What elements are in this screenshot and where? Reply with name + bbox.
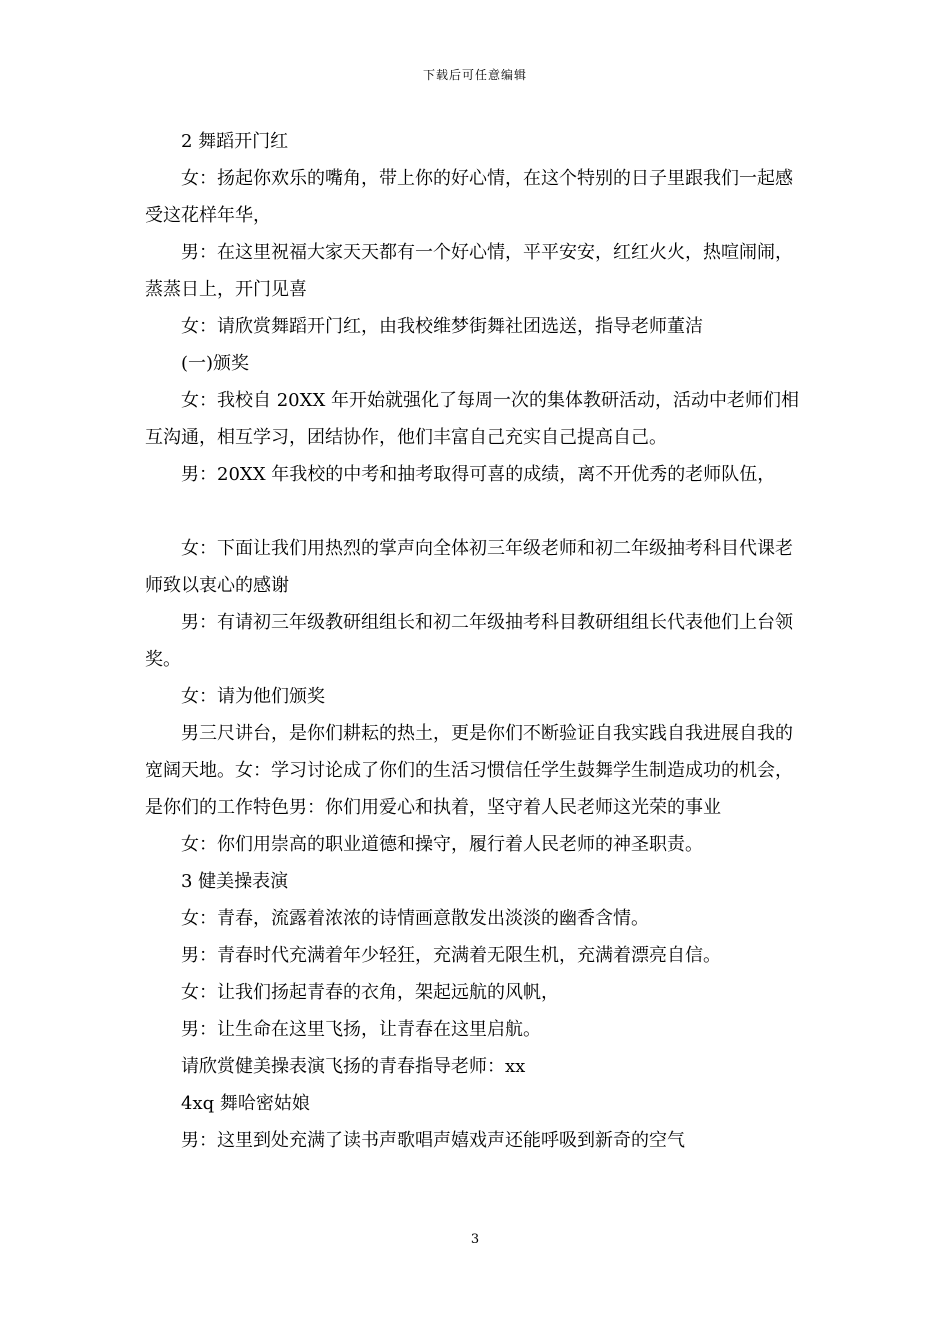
section-heading-aerobics: 3 健美操表演: [181, 871, 289, 892]
paragraph: 男三尺讲台，是你们耕耘的热土，更是你们不断验证自我实践自我进展自我的宽阔天地。女：学习讨论成了你们的生活习惯信任学生鼓舞学生制造成功的机会，是你们的工作特色男：你们用爱心和执着，坚守着人民老师这光荣的事业: [145, 723, 793, 818]
page-number: 3: [470, 1232, 480, 1247]
section-heading-award: (一)颁奖: [181, 353, 250, 374]
paragraph: 女：扬起你欢乐的嘴角，带上你的好心情，在这个特别的日子里跟我们一起感受这花样年华，: [145, 168, 793, 226]
paragraph: 男：让生命在这里飞扬，让青春在这里启航。: [181, 1019, 541, 1040]
paragraph: 男：20XX 年我校的中考和抽考取得可喜的成绩，离不开优秀的老师队伍，: [181, 464, 776, 485]
paragraph: 女：请欣赏舞蹈开门红，由我校维梦街舞社团选送，指导老师董洁: [181, 316, 703, 337]
page-header: 下载后可任意编辑: [422, 68, 527, 82]
paragraph: 男：这里到处充满了读书声歌唱声嬉戏声还能呼吸到新奇的空气: [181, 1130, 685, 1151]
paragraph: 男：青春时代充满着年少轻狂，充满着无限生机，充满着漂亮自信。: [181, 945, 721, 966]
paragraph: 男：有请初三年级教研组组长和初二年级抽考科目教研组组长代表他们上台领奖。: [145, 612, 793, 670]
blank-line: [145, 493, 807, 530]
paragraph: 请欣赏健美操表演飞扬的青春指导老师：xx: [181, 1056, 526, 1077]
section-heading-hami: 4xq 舞哈密姑娘: [181, 1093, 310, 1114]
paragraph: 女：我校自 20XX 年开始就强化了每周一次的集体教研活动，活动中老师们相互沟通，相互学习，团结协作，他们丰富自己充实自己提高自己。: [145, 390, 799, 448]
section-heading-dance: 2 舞蹈开门红: [181, 131, 289, 152]
document-body: [145, 123, 807, 1159]
paragraph: 女：让我们扬起青春的衣角，架起远航的风帆，: [181, 982, 559, 1003]
paragraph: 男：在这里祝福大家天天都有一个好心情，平平安安，红红火火，热喧闹闹，蒸蒸日上，开门见喜: [145, 242, 793, 300]
paragraph: 女：你们用崇高的职业道德和操守，履行着人民老师的神圣职责。: [181, 834, 703, 855]
paragraph: 女：下面让我们用热烈的掌声向全体初三年级老师和初二年级抽考科目代课老师致以衷心的感谢: [145, 538, 793, 596]
paragraph: 女：青春，流露着浓浓的诗情画意散发出淡淡的幽香含情。: [181, 908, 649, 929]
paragraph: 女：请为他们颁奖: [181, 686, 325, 707]
